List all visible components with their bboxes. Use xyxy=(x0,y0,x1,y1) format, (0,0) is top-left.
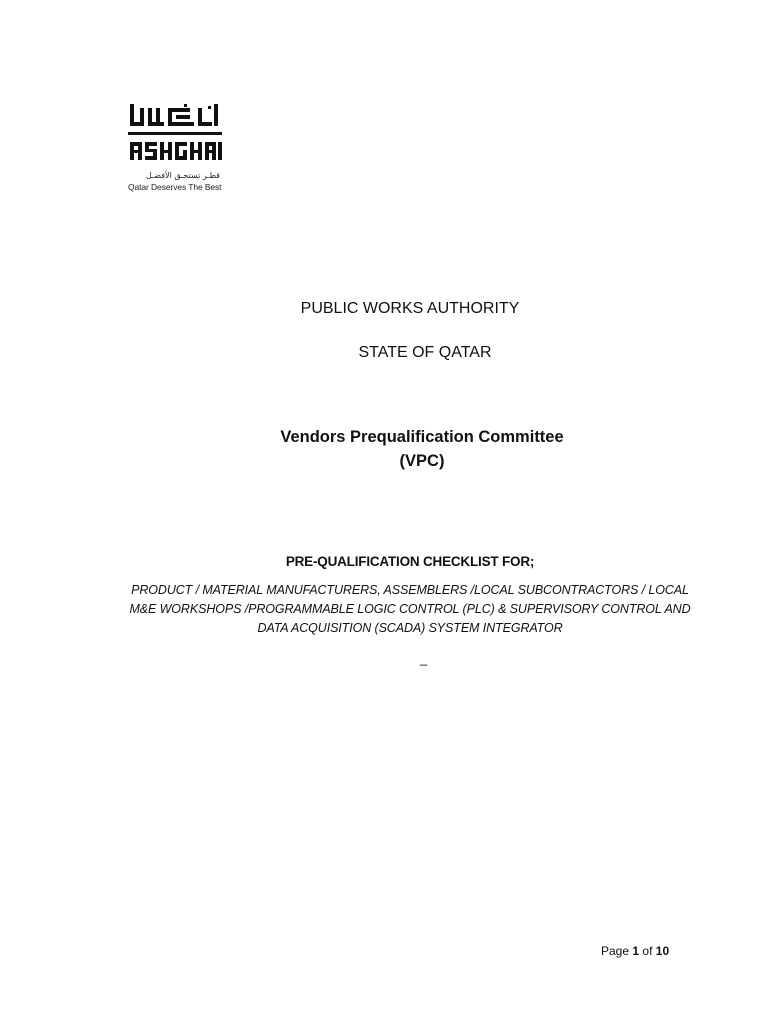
checklist-subtitle-line: DATA ACQUISITION (SCADA) SYSTEM INTEGRATOR xyxy=(257,621,563,635)
current-page: 1 xyxy=(632,944,640,958)
checklist-subtitle-line: M&E WORKSHOPS /PROGRAMMABLE LOGIC CONTROL (PLC) & SUPERVISORY CONTROL AND xyxy=(129,602,691,616)
checklist-subtitle xyxy=(0,581,768,638)
logo-arabic-tagline: قطـر تستحـق الأفضـل xyxy=(145,171,220,180)
page-number xyxy=(601,943,669,959)
total-pages: 10 xyxy=(655,944,670,958)
ashghal-logo xyxy=(128,104,228,192)
of-label: of xyxy=(642,944,653,958)
checklist-title: PRE-QUALIFICATION CHECKLIST FOR; xyxy=(285,554,535,569)
committee-abbreviation: (VPC) xyxy=(399,452,445,470)
committee-heading xyxy=(0,425,768,473)
authority-heading: PUBLIC WORKS AUTHORITY xyxy=(300,300,520,317)
page-label: Page xyxy=(601,944,630,958)
committee-name: Vendors Prequalification Committee xyxy=(280,428,564,446)
checklist-subtitle-line: PRODUCT / MATERIAL MANUFACTURERS, ASSEMBLERS /LOCAL SUBCONTRACTORS / LOCAL xyxy=(131,583,689,597)
logo-tagline: Qatar Deserves The Best xyxy=(128,182,222,192)
state-heading: STATE OF QATAR xyxy=(358,344,492,361)
ashghal-logo-mark xyxy=(128,104,222,170)
separator-dash: _ xyxy=(420,651,428,666)
